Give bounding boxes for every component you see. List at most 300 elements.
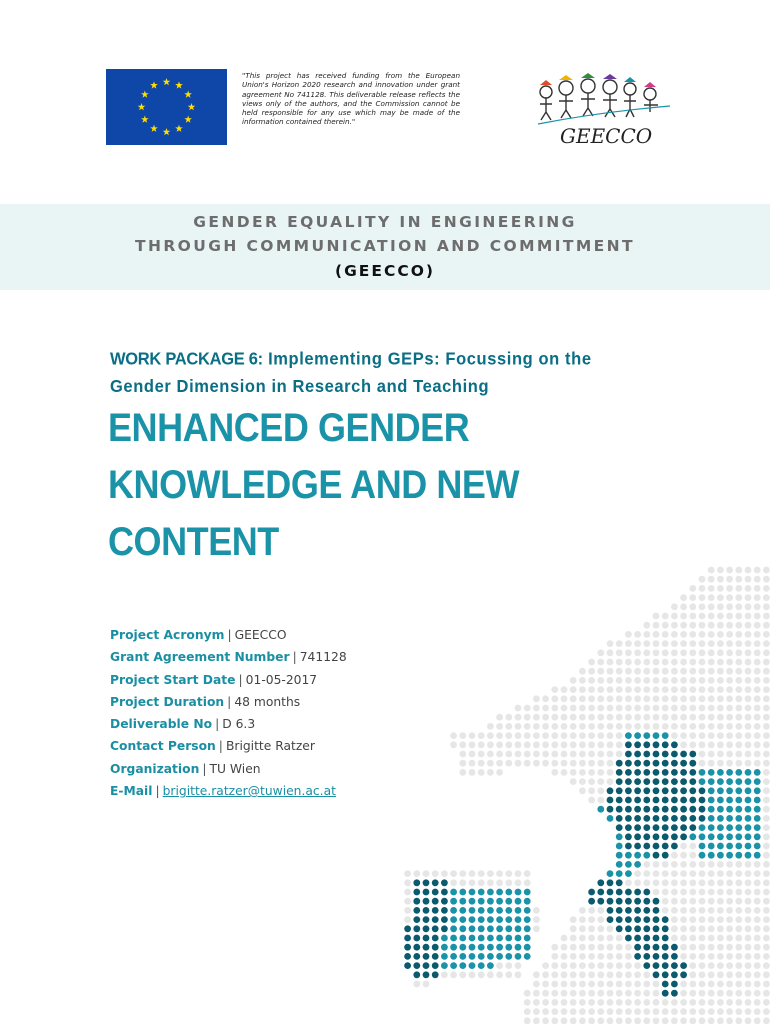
map-dot [745,898,752,905]
map-dot [625,686,632,693]
map-dot [726,714,733,721]
map-dot [763,843,770,850]
map-dot [735,787,742,794]
map-dot [680,898,687,905]
map-dot [735,613,742,620]
map-dot [597,999,604,1006]
map-dot [735,981,742,988]
map-dot [699,935,706,942]
map-dot [597,962,604,969]
info-label: Project Start Date [110,672,236,687]
map-dot [597,668,604,675]
map-dot [404,889,411,896]
map-dot [717,815,724,822]
map-dot [745,723,752,730]
project-info [110,624,510,802]
map-dot [616,907,623,914]
map-dot [450,879,457,886]
map-dot [699,695,706,702]
map-dot [717,723,724,730]
map-dot [561,962,568,969]
map-dot [607,1008,614,1015]
map-dot [496,907,503,914]
map-dot [551,944,558,951]
map-dot [588,916,595,923]
map-dot [423,971,430,978]
map-dot [653,815,660,822]
map-dot [745,907,752,914]
map-dot [717,971,724,978]
map-dot [413,907,420,914]
map-dot [450,870,457,877]
map-dot [423,916,430,923]
map-dot [625,1008,632,1015]
map-dot [588,907,595,914]
map-dot [643,677,650,684]
map-dot [726,1017,733,1024]
map-dot [653,732,660,739]
map-dot [653,981,660,988]
map-dot [662,1017,669,1024]
eu-star-icon [184,116,192,123]
map-dot [496,879,503,886]
map-dot [570,686,577,693]
map-dot [699,797,706,804]
map-dot [699,778,706,785]
map-dot [625,1017,632,1024]
map-dot [588,760,595,767]
map-dot [699,585,706,592]
map-dot [487,944,494,951]
map-dot [597,751,604,758]
map-dot [643,723,650,730]
map-dot [634,659,641,666]
map-dot [680,971,687,978]
map-dot [745,1017,752,1024]
map-dot [689,843,696,850]
map-dot [689,990,696,997]
map-dot [459,879,466,886]
eu-star-icon [184,91,192,98]
map-dot [717,714,724,721]
map-dot [487,935,494,942]
map-dot [441,925,448,932]
map-dot [708,668,715,675]
map-dot [561,751,568,758]
map-dot [607,889,614,896]
map-dot [726,787,733,794]
map-dot [763,613,770,620]
map-dot [413,981,420,988]
map-dot [680,797,687,804]
map-dot [423,870,430,877]
map-dot [754,778,761,785]
map-dot [588,925,595,932]
map-dot [699,613,706,620]
map-dot [607,870,614,877]
map-dot [505,962,512,969]
map-dot [404,870,411,877]
map-dot [634,971,641,978]
map-dot [551,971,558,978]
map-dot [487,953,494,960]
map-dot [487,889,494,896]
map-dot [579,723,586,730]
map-dot [708,870,715,877]
map-dot [735,631,742,638]
map-dot [524,925,531,932]
map-dot [699,953,706,960]
map-dot [441,889,448,896]
map-dot [689,732,696,739]
map-dot [754,925,761,932]
map-dot [662,659,669,666]
map-dot [634,953,641,960]
map-dot [699,576,706,583]
map-dot [708,778,715,785]
map-dot [459,962,466,969]
map-dot [533,916,540,923]
map-dot [680,668,687,675]
map-dot [671,649,678,656]
title-line-3: CONTENT [108,520,279,564]
map-dot [496,889,503,896]
map-dot [745,659,752,666]
map-dot [671,898,678,905]
map-dot [597,686,604,693]
map-dot [745,631,752,638]
map-dot [643,824,650,831]
map-dot [625,760,632,767]
map-dot [763,640,770,647]
map-dot [680,962,687,969]
map-dot [680,981,687,988]
map-dot [680,953,687,960]
map-dot [597,806,604,813]
map-dot [745,778,752,785]
map-dot [699,1008,706,1015]
map-dot [653,870,660,877]
map-dot [653,631,660,638]
map-dot [735,751,742,758]
map-dot [634,1008,641,1015]
map-dot [671,686,678,693]
map-dot [597,953,604,960]
email-link[interactable]: brigitte.ratzer@tuwien.ac.at [162,784,336,799]
map-dot [597,898,604,905]
map-dot [745,677,752,684]
map-dot [597,714,604,721]
map-dot [441,870,448,877]
map-dot [524,1008,531,1015]
map-dot [763,787,770,794]
map-dot [542,751,549,758]
map-dot [745,732,752,739]
map-dot [607,806,614,813]
map-dot [515,732,522,739]
map-dot [717,594,724,601]
map-dot [680,659,687,666]
map-dot [643,668,650,675]
map-dot [699,714,706,721]
map-dot [680,741,687,748]
map-dot [616,1017,623,1024]
map-dot [763,603,770,610]
map-dot [643,999,650,1006]
map-dot [689,631,696,638]
map-dot [708,741,715,748]
map-dot [763,622,770,629]
map-dot [588,797,595,804]
map-dot [588,944,595,951]
map-dot [643,962,650,969]
map-dot [689,981,696,988]
map-dot [643,797,650,804]
map-dot [708,751,715,758]
map-dot [524,889,531,896]
map-dot [662,732,669,739]
map-dot [616,787,623,794]
map-dot [717,843,724,850]
map-dot [450,944,457,951]
map-dot [754,962,761,969]
map-dot [469,870,476,877]
map-dot [680,870,687,877]
map-dot [524,705,531,712]
map-dot [616,962,623,969]
map-dot [496,898,503,905]
map-dot [643,843,650,850]
map-dot [763,649,770,656]
map-dot [726,935,733,942]
map-dot [671,705,678,712]
map-dot [634,907,641,914]
map-dot [524,935,531,942]
info-row-organization [110,758,510,780]
map-dot [634,889,641,896]
map-dot [524,944,531,951]
map-dot [561,705,568,712]
map-dot [551,1008,558,1015]
map-dot [699,686,706,693]
map-dot [413,916,420,923]
banner-line-1: GENDER EQUALITY IN ENGINEERING [193,213,577,231]
map-dot [717,603,724,610]
map-dot [726,806,733,813]
map-dot [735,833,742,840]
map-dot [450,953,457,960]
map-dot [754,870,761,877]
eu-star-icon [163,128,171,135]
map-dot [487,971,494,978]
map-dot [699,732,706,739]
map-dot [478,870,485,877]
map-dot [533,1008,540,1015]
map-dot [689,695,696,702]
map-dot [754,1008,761,1015]
map-dot [441,907,448,914]
map-dot [745,797,752,804]
map-dot [662,962,669,969]
map-dot [745,925,752,932]
map-dot [699,769,706,776]
map-dot [699,852,706,859]
map-dot [551,962,558,969]
map-dot [625,907,632,914]
map-dot [699,971,706,978]
map-dot [634,769,641,776]
map-dot [634,879,641,886]
map-dot [542,695,549,702]
map-dot [643,925,650,932]
map-dot [551,999,558,1006]
map-dot [745,787,752,794]
map-dot [625,649,632,656]
map-dot [643,732,650,739]
map-dot [579,935,586,942]
map-dot [570,990,577,997]
map-dot [597,797,604,804]
map-dot [643,870,650,877]
map-dot [671,741,678,748]
map-dot [469,935,476,942]
map-dot [625,631,632,638]
map-dot [616,852,623,859]
map-dot [653,971,660,978]
info-row-acronym [110,624,510,646]
map-dot [607,935,614,942]
map-dot [699,640,706,647]
map-dot [680,695,687,702]
map-dot [487,925,494,932]
map-dot [579,732,586,739]
map-dot [450,907,457,914]
map-dot [423,925,430,932]
map-dot [754,843,761,850]
map-dot [763,824,770,831]
map-dot [662,686,669,693]
map-dot [754,622,761,629]
map-dot [699,925,706,932]
map-dot [671,889,678,896]
map-dot [542,981,549,988]
map-dot [496,962,503,969]
map-dot [735,971,742,978]
map-dot [404,898,411,905]
map-dot [726,751,733,758]
map-dot [643,806,650,813]
map-dot [496,935,503,942]
map-dot [735,705,742,712]
map-dot [726,971,733,978]
map-dot [607,686,614,693]
map-dot [505,935,512,942]
map-dot [597,659,604,666]
map-dot [432,971,439,978]
map-dot [680,925,687,932]
map-dot [763,778,770,785]
map-dot [689,613,696,620]
map-dot [754,953,761,960]
map-dot [588,787,595,794]
map-dot [404,916,411,923]
map-dot [653,760,660,767]
map-dot [763,833,770,840]
map-dot [662,879,669,886]
map-dot [662,695,669,702]
map-dot [735,925,742,932]
map-dot [616,751,623,758]
map-dot [689,971,696,978]
map-dot [699,659,706,666]
map-dot [717,659,724,666]
map-dot [515,953,522,960]
map-dot [699,677,706,684]
map-dot [561,999,568,1006]
map-dot [717,640,724,647]
map-dot [763,567,770,574]
map-dot [653,705,660,712]
map-dot [699,944,706,951]
map-dot [735,677,742,684]
map-dot [726,695,733,702]
map-dot [478,916,485,923]
map-dot [653,778,660,785]
map-dot [607,953,614,960]
map-dot [689,594,696,601]
map-dot [708,935,715,942]
map-dot [432,898,439,905]
map-dot [745,705,752,712]
map-dot [754,852,761,859]
map-dot [616,695,623,702]
map-dot [515,741,522,748]
map-dot [717,1017,724,1024]
separator: | [227,694,232,709]
map-dot [597,879,604,886]
map-dot [717,567,724,574]
map-dot [542,999,549,1006]
map-dot [459,925,466,932]
map-dot [708,603,715,610]
map-dot [671,714,678,721]
map-dot [689,907,696,914]
map-dot [671,833,678,840]
map-dot [745,668,752,675]
map-dot [634,806,641,813]
map-dot [653,833,660,840]
map-dot [607,705,614,712]
map-dot [671,631,678,638]
map-dot [607,732,614,739]
map-dot [450,935,457,942]
map-dot [616,769,623,776]
map-dot [643,695,650,702]
map-dot [662,649,669,656]
map-dot [708,769,715,776]
map-dot [478,953,485,960]
map-dot [671,760,678,767]
map-dot [754,879,761,886]
map-dot [735,843,742,850]
map-dot [515,879,522,886]
map-dot [754,916,761,923]
map-dot [735,889,742,896]
map-dot [597,971,604,978]
map-dot [745,843,752,850]
map-dot [754,741,761,748]
map-dot [441,935,448,942]
